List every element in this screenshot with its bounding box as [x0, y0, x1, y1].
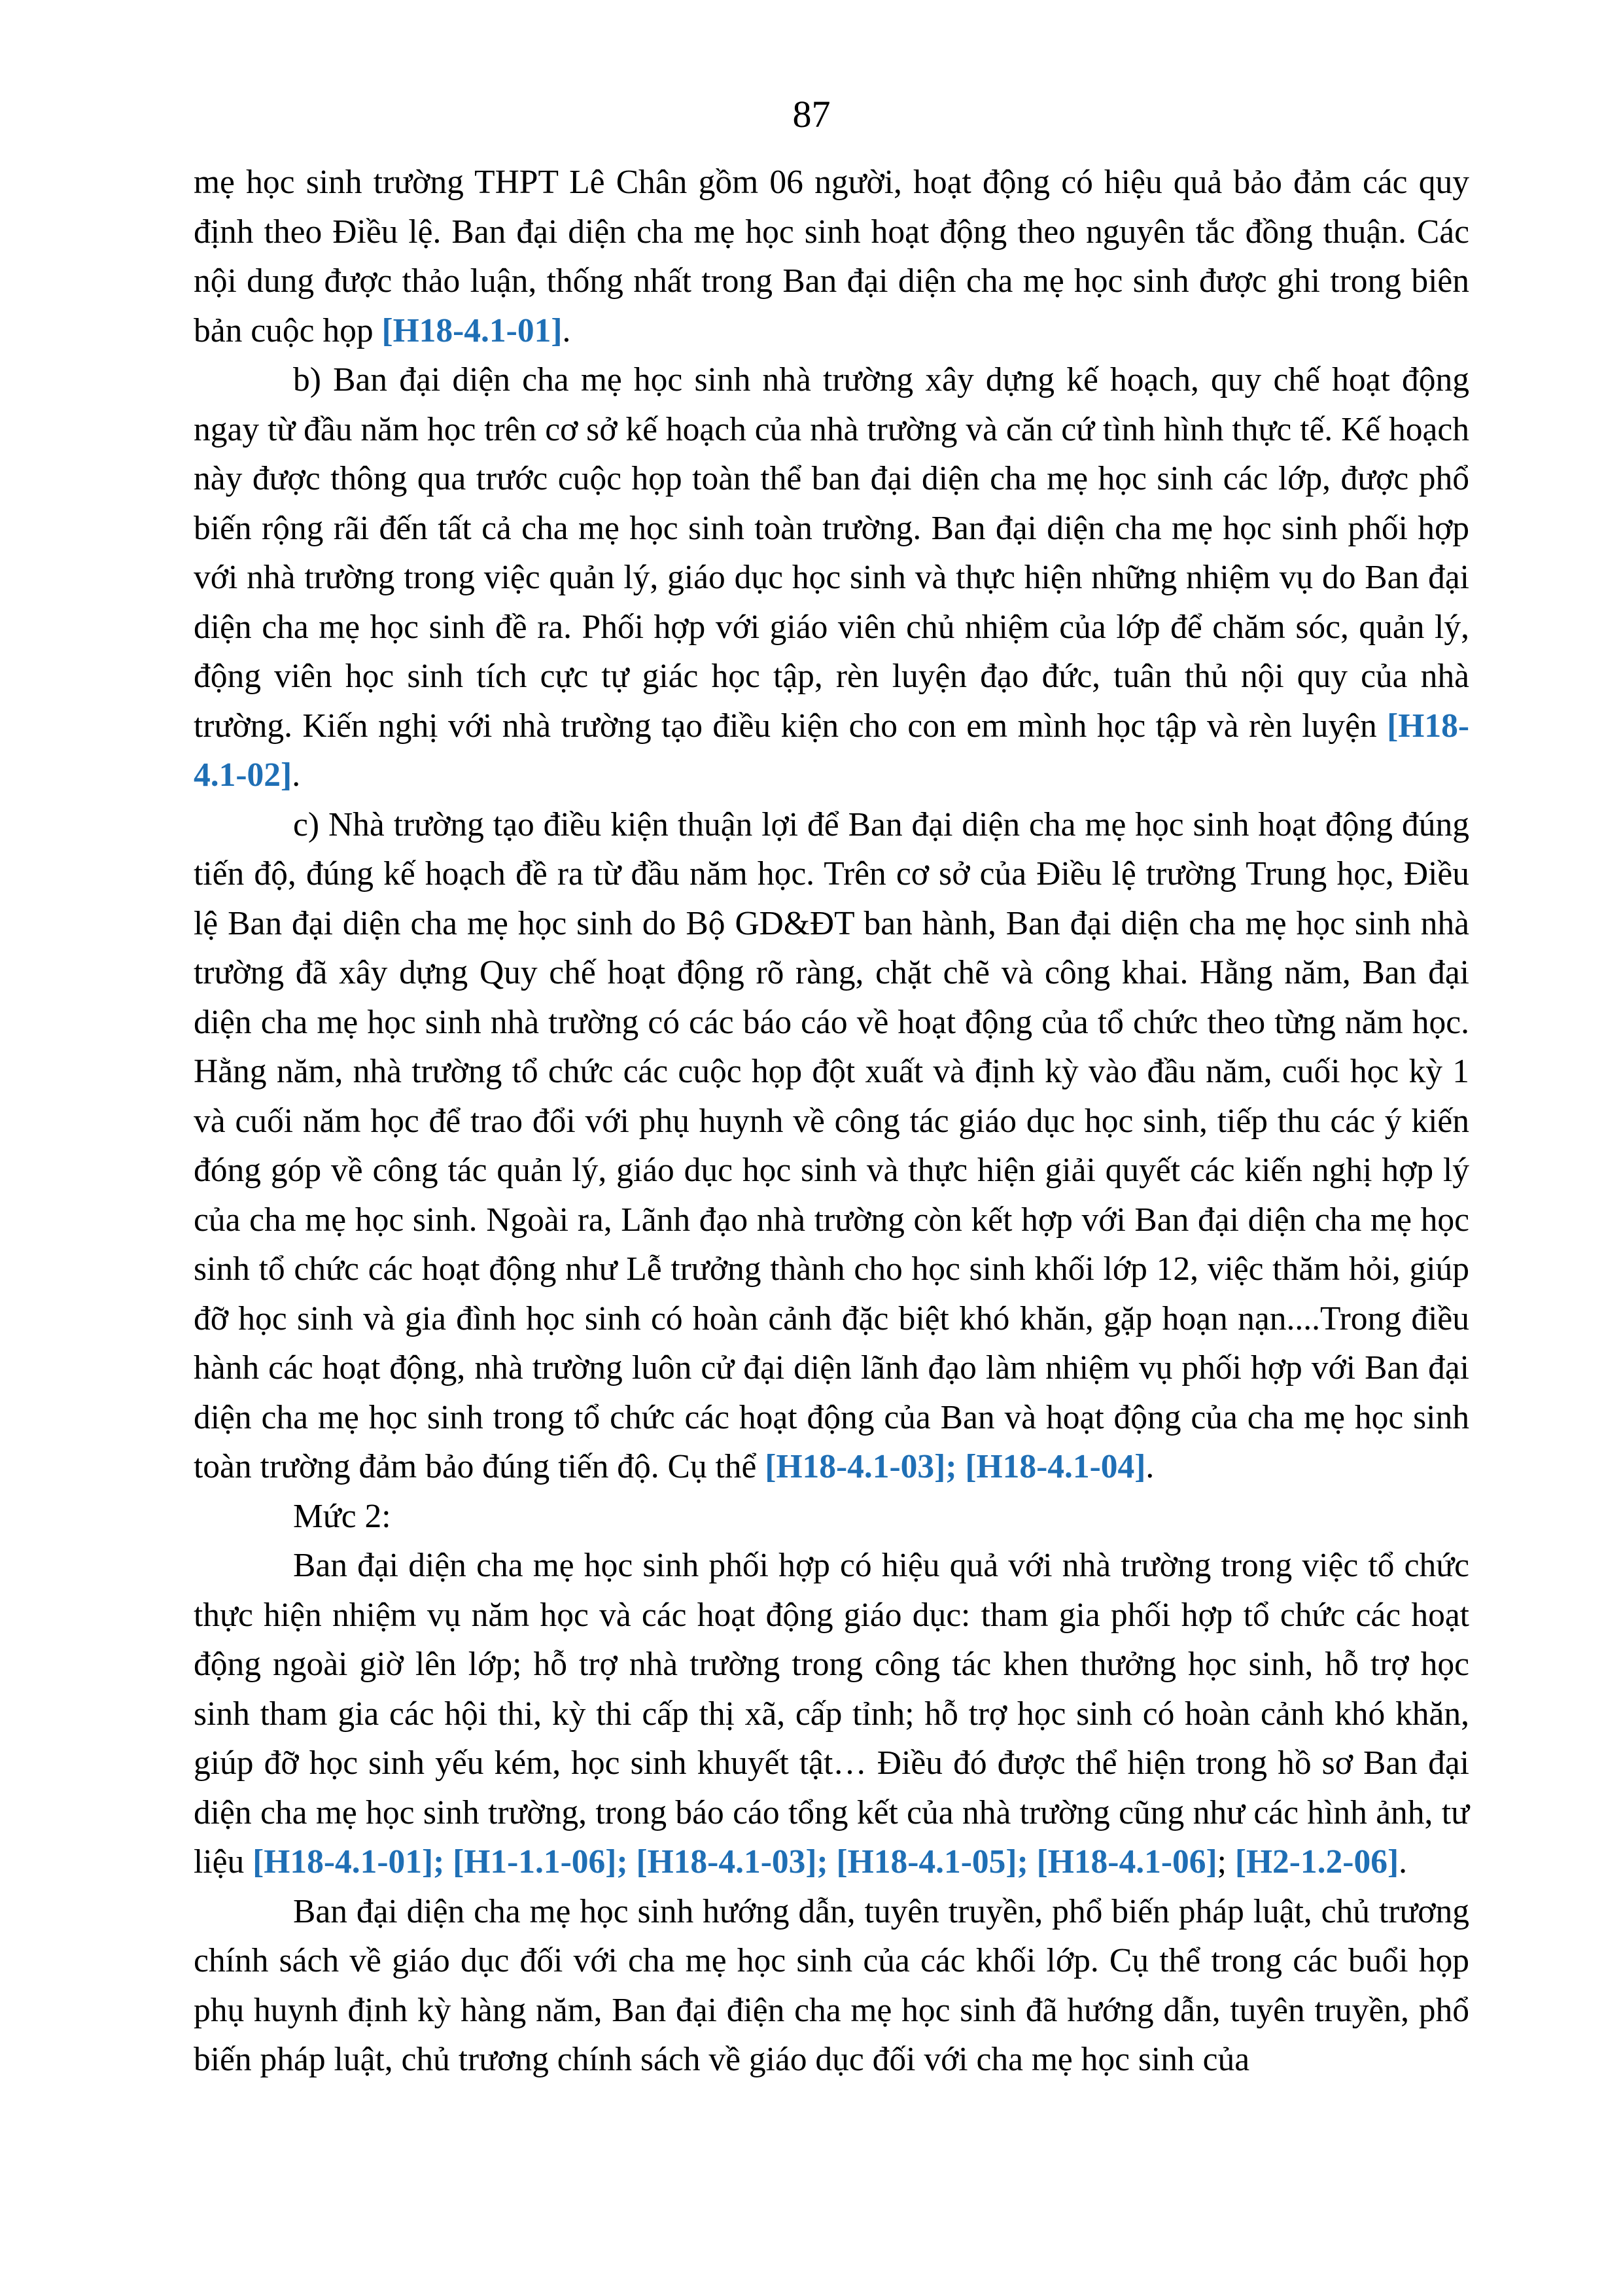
- paragraph-text: Ban đại diện cha mẹ học sinh phối hợp có hiệu quả với nhà trường trong việc tổ chức thực hiện nhiệm vụ năm học và các hoạt động giáo dục: tham gia phối hợp tổ chức các hoạt động ngoài giờ lên lớp; hỗ trợ nhà trường trong công tác khen thưởng học sinh, hỗ trợ học sinh tham gia các hội thi, kỳ thi cấp thị xã, cấp tỉnh; hỗ trợ học sinh có hoàn cảnh khó khăn, giúp đỡ học sinh yếu kém, học sinh khuyết tật… Điều đó được thể hiện trong hồ sơ Ban đại diện cha mẹ học sinh trường, trong báo cáo tổng kết của nhà trường cũng như các hình ảnh, tư liệu: [194, 1547, 1469, 1881]
- paragraph: [194, 1492, 1469, 1542]
- paragraph-text: .: [1399, 1843, 1407, 1881]
- paragraph-text: Mức 2:: [293, 1497, 391, 1535]
- paragraph-text: mẹ học sinh trường THPT Lê Chân gồm 06 người, hoạt động có hiệu quả bảo đảm các quy định theo Điều lệ. Ban đại diện cha mẹ học sinh hoạt động theo nguyên tắc đồng thuận. Các nội dung được thảo luận, thống nhất trong Ban đại diện cha mẹ học sinh được ghi trong biên bản cuộc họp: [194, 164, 1469, 349]
- paragraph: [194, 158, 1469, 355]
- evidence-reference: [H18-4.1-01]; [H1-1.1-06]; [H18-4.1-03]; [H18-4.1-05]; [H18-4.1-06]: [253, 1843, 1217, 1881]
- paragraph: [194, 355, 1469, 800]
- paragraph: [194, 800, 1469, 1492]
- page-number: 87: [792, 93, 831, 135]
- paragraph-text: .: [562, 311, 571, 349]
- evidence-reference: [H2-1.2-06]: [1234, 1843, 1399, 1881]
- paragraph-text: Ban đại diện cha mẹ học sinh hướng dẫn, tuyên truyền, phổ biến pháp luật, chủ trương chính sách về giáo dục đối với cha mẹ học sinh của các khối lớp. Cụ thể trong các buổi họp phụ huynh định kỳ hàng năm, Ban đại điện cha mẹ học sinh đã hướng dẫn, tuyên truyền, phổ biến pháp luật, chủ trương chính sách về giáo dục đối với cha mẹ học sinh của: [194, 1892, 1469, 2078]
- paragraph-text: .: [292, 756, 301, 794]
- paragraph: [194, 1541, 1469, 1887]
- document-body: [194, 158, 1469, 2085]
- evidence-reference: [H18-4.1-01]: [381, 311, 563, 349]
- paragraph-text: .: [1145, 1448, 1155, 1485]
- paragraph: [194, 1887, 1469, 2085]
- evidence-reference: [H18-4.1-03]; [H18-4.1-04]: [765, 1448, 1146, 1485]
- evidence-reference: [H18-4.1-02]: [194, 707, 1469, 794]
- paragraph-text: b) Ban đại diện cha mẹ học sinh nhà trường xây dựng kế hoạch, quy chế hoạt động ngay từ đầu năm học trên cơ sở kế hoạch của nhà trường và căn cứ tình hình thực tế. Kế hoạch này được thông qua trước cuộc họp toàn thể ban đại diện cha mẹ học sinh các lớp, được phổ biến rộng rãi đến tất cả cha mẹ học sinh toàn trường. Ban đại diện cha mẹ học sinh phối hợp với nhà trường trong việc quản lý, giáo dục học sinh và thực hiện những nhiệm vụ do Ban đại diện cha mẹ học sinh đề ra. Phối hợp với giáo viên chủ nhiệm của lớp để chăm sóc, quản lý, động viên học sinh tích cực tự giác học tập, rèn luyện đạo đức, tuân thủ nội quy của nhà trường. Kiến nghị với nhà trường tạo điều kiện cho con em mình học tập và rèn luyện: [194, 361, 1469, 745]
- paragraph-text: ;: [1217, 1843, 1235, 1881]
- paragraph-text: c) Nhà trường tạo điều kiện thuận lợi để Ban đại diện cha mẹ học sinh hoạt động đúng tiến độ, đúng kế hoạch đề ra từ đầu năm học. Trên cơ sở của Điều lệ trường Trung học, Điều lệ Ban đại diện cha mẹ học sinh do Bộ GD&ĐT ban hành, Ban đại diện cha mẹ học sinh nhà trường đã xây dựng Quy chế hoạt động rõ ràng, chặt chẽ và công khai. Hằng năm, Ban đại diện cha mẹ học sinh nhà trường có các báo cáo về hoạt động của tổ chức theo từng năm học. Hằng năm, nhà trường tổ chức các cuộc họp đột xuất và định kỳ vào đầu năm, cuối học kỳ 1 và cuối năm học để trao đổi với phụ huynh về công tác giáo dục học sinh, tiếp thu các ý kiến đóng góp về công tác quản lý, giáo dục học sinh và thực hiện giải quyết các kiến nghị hợp lý của cha mẹ học sinh. Ngoài ra, Lãnh đạo nhà trường còn kết hợp với Ban đại diện cha mẹ học sinh tổ chức các hoạt động như Lễ trưởng thành cho học sinh khối lớp 12, việc thăm hỏi, giúp đỡ học sinh và gia đình học sinh có hoàn cảnh đặc biệt khó khăn, gặp hoạn nạn....Trong điều hành các hoạt động, nhà trường luôn cử đại diện lãnh đạo làm nhiệm vụ phối hợp với Ban đại diện cha mẹ học sinh trong tổ chức các hoạt động của Ban và hoạt động của cha mẹ học sinh toàn trường đảm bảo đúng tiến độ. Cụ thể: [194, 805, 1469, 1485]
